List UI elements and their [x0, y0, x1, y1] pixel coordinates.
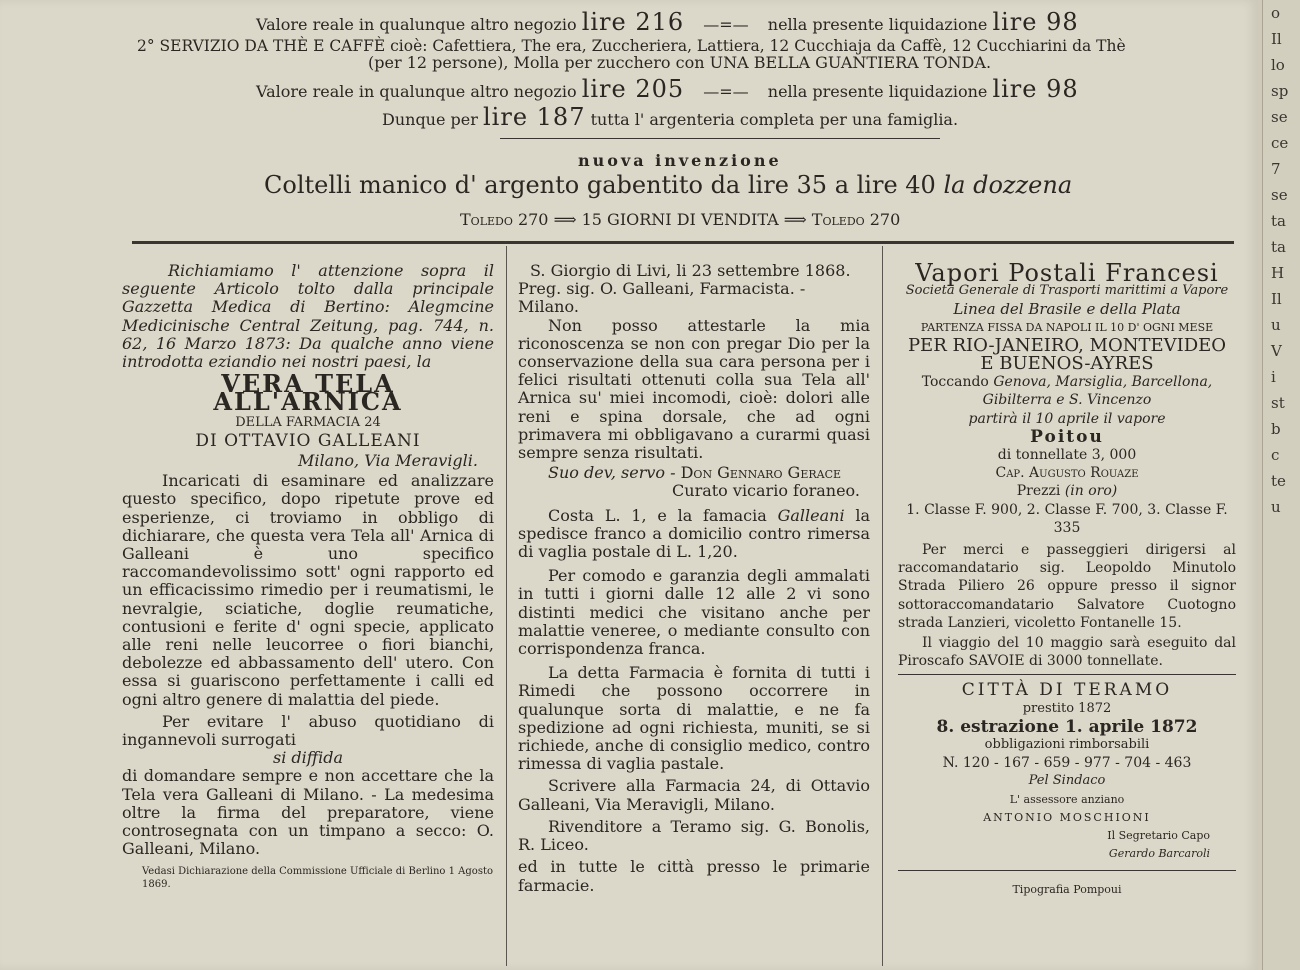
scrivere: Scrivere alla Farmacia 24, di Ottavio Galleani, Via Meravigli, Milano. [518, 776, 870, 814]
toccando [898, 373, 1236, 409]
tonnellate: di tonnellate 3, 000 [997, 447, 1137, 464]
top-line-2: 2° SERVIZIO DA THÈ E CAFFÈ cioè: Cafettiera, The era, Zuccheriera, Lattiera, 12 Cucchiaja da Caffè, 12 Cucchiarini da Thè [137, 37, 1126, 55]
price: lire 98 [992, 8, 1079, 36]
text: Valore reale in qualunque altro negozio [256, 82, 577, 101]
domandare: di domandare sempre e non accettare che la Tela vera Galleani di Milano. - La medesima oltre la firma del preparatore, viene controsegnata con un timpano a secco: O. Galleani, Milano. [122, 766, 494, 859]
costa [518, 507, 870, 562]
per: PER RIO-JANEIRO, MONTEVIDEO [907, 334, 1227, 356]
edge-fragment: sp [1271, 82, 1289, 100]
edge-fragment: H [1271, 264, 1285, 282]
edge-fragment: st [1271, 394, 1285, 412]
rivenditore: Rivenditore a Teramo sig. G. Bonolis, R. Liceo. [518, 816, 870, 855]
tipografia: Tipografia Pompoui [1012, 882, 1122, 896]
column-arnica [122, 262, 494, 891]
top-line-4 [256, 75, 1079, 103]
text: Don Gennaro Gerace [680, 463, 842, 483]
text: Suo dev, servo - [548, 463, 676, 483]
text: tutta l' argenteria completa per una famiglia. [590, 110, 959, 129]
classe: 1. Classe F. 900, 2. Classe F. 700, 3. Classe F. 335 [906, 501, 1228, 536]
societa: Società Generale di Trasporti marittimi a Vapore [905, 283, 1229, 299]
ottavio: DI OTTAVIO GALLEANI [195, 430, 421, 451]
text: (in oro) [1064, 483, 1118, 500]
edge-fragment: o [1271, 4, 1281, 22]
footnote: Vedasi Dichiarazione della Commissione Ufficiale di Berlino 1 Agosto 1869. [142, 865, 493, 890]
ed: ed in tutte le città presso le primarie farmacie. [518, 857, 870, 895]
text: Dunque per [382, 110, 478, 129]
estrazione: 8. estrazione 1. aprile 1872 [936, 716, 1198, 737]
body: Incaricati di esaminare ed analizzare questo specifico, dopo ripetute prove ed esperienze, ci troviamo in obbligo di dichiarare, che questa vera Tela all' Arnica di Galleani è uno specifico raccomandevolissimo sott' ogni rapporto ed un efficacissimo rimedio per i reumatismi, le nevralgie, sciatiche, doglie reumatiche, contusioni e ferite d' ogni specie, applicato alle reni nelle leucorree o fiori bianchi, debolezze ed abbassamento dell' utero. Con essa si guariscono perfettamente i calli ed ogni altro genere di malattia del piede. [122, 471, 494, 709]
divider [898, 674, 1236, 675]
top-line-1 [256, 8, 1079, 36]
edge-fragment: u [1271, 316, 1281, 334]
curato: Curato vicario foraneo. [672, 481, 860, 501]
cap: Cap. Augusto Rouaze [995, 465, 1139, 482]
edge-fragment: i [1271, 368, 1276, 386]
price: lire 216 [581, 8, 685, 36]
edge-fragment: se [1271, 108, 1288, 126]
top-line-5 [382, 103, 958, 131]
main-rule [132, 241, 1234, 244]
text: Valore reale in qualunque altro negozio [256, 15, 577, 34]
divider [500, 138, 940, 139]
viaggio: Il viaggio del 10 maggio sarà eseguito dal Piroscafo SAVOIE di 3000 tonnellate. [898, 635, 1236, 670]
merci: Per merci e passeggieri dirigersi al raccomandatario sig. Leopoldo Minutolo Strada Piliero 26 oppure presso il signor sottoraccomandatario Salvatore Cuotogno strada Lanzieri, vicoletto Fontanelle 15. [898, 542, 1236, 631]
farmacia: DELLA FARMACIA 24 [235, 414, 381, 430]
buenos: E BUENOS-AYRES [980, 353, 1154, 375]
price: lire 187 [483, 103, 586, 131]
barcaroli: Gerardo Barcaroli [1108, 847, 1210, 861]
numbers: N. 120 - 167 - 659 - 977 - 704 - 463 [942, 755, 1192, 772]
edge-fragment: ce [1271, 134, 1289, 152]
toledo-line: Toledo 270 ⟹ 15 GIORNI DI VENDITA ⟹ Toledo 270 [460, 210, 901, 229]
text: Costa L. 1, e la famacia [548, 505, 767, 525]
text: Galleani [777, 505, 845, 525]
segretario: Il Segretario Capo [1107, 829, 1210, 843]
text: nella presente liquidazione [767, 82, 988, 101]
column-rule-1 [506, 246, 507, 966]
abuso: Per evitare l' abuso quotidiano di ingannevoli surrogati [122, 711, 494, 750]
adjacent-page-edge [1262, 0, 1300, 970]
edge-fragment: Il [1271, 290, 1282, 308]
citta: CITTÀ DI TERAMO [961, 680, 1173, 701]
edge-fragment: 7 [1271, 160, 1281, 178]
preg: Preg. sig. O. Galleani, Farmacista. - Milano. [518, 279, 806, 317]
edge-fragment: lo [1271, 56, 1285, 74]
assessore: L' assessore anziano [1009, 792, 1125, 806]
headline: VERA TELA ALL'ARNICA [213, 369, 403, 417]
column-rule-2 [882, 246, 883, 966]
edge-fragment: ta [1271, 212, 1286, 230]
comodo: Per comodo e garanzia degli ammalati in tutti i giorni dalle 12 alle 2 vi sono distinti medici che visitano anche per malattie veneree, o mediante consulto con corrispondenza franca. [518, 566, 870, 659]
text: la spedisce franco a domicilio contro rimersa di vaglia postale di L. 1,20. [518, 505, 871, 562]
dash: —=— [703, 15, 749, 34]
nuova-invenzione: nuova invenzione [578, 151, 782, 170]
column-vapori [898, 259, 1236, 899]
moschioni: ANTONIO MOSCHIONI [983, 810, 1151, 824]
edge-fragment: b [1271, 420, 1281, 438]
edge-fragment: u [1271, 498, 1281, 516]
date: S. Giorgio di Livi, li 23 settembre 1868. [530, 261, 851, 280]
text: Toccando [921, 374, 989, 391]
edge-fragment: Il [1271, 30, 1282, 48]
signature [518, 464, 870, 482]
detta: La detta Farmacia è fornita di tutti i Rimedi che possono occorrere in qualunque sorta di malattie, e ne fa spedizione ad ogni richiesta, muniti, se si richiede, anche di consiglio medico, contro rimessa di vaglia pastale. [518, 663, 870, 774]
edge-fragment: te [1271, 472, 1286, 490]
prezzi [898, 482, 1236, 500]
edge-fragment: se [1271, 186, 1288, 204]
ship: Poitou [1030, 426, 1104, 447]
column-letter [518, 262, 870, 895]
coltelli-headline [264, 171, 1072, 199]
milano: Milano, Via Meravigli. [297, 451, 478, 471]
text: la dozzena [943, 171, 1073, 199]
text: Prezzi [1016, 483, 1061, 500]
text: Genova, Marsiglia, Barcellona, Gibilterra e S. Vincenzo [982, 374, 1213, 409]
edge-fragment: c [1271, 446, 1280, 464]
text: nella presente liquidazione [767, 15, 988, 34]
intro: Richiamiamo l' attenzione sopra il seguente Articolo tolto dalla principale Gazzetta Medica di Bertino: Alegmcine Medicinische Central Zeitung, pag. 744, n. 62, 16 Marzo 1873: Da qualche anno viene introdotta eziandio nei nostri paesi, la [122, 261, 494, 372]
price: lire 205 [581, 75, 685, 103]
divider [898, 870, 1236, 871]
linea: Linea del Brasile e della Plata [953, 300, 1181, 319]
edge-fragment: ta [1271, 238, 1286, 256]
price: lire 98 [992, 75, 1079, 103]
partenza: PARTENZA FISSA DA NAPOLI IL 10 D' OGNI MESE [920, 320, 1214, 334]
letter-body: Non posso attestarle la mia riconoscenza se non con pregar Dio per la conservazione della sua cara persona per i felici risultati ottenuti colla sua Tela all' Arnica su' miei incomodi, cioè: dolori alle reni e spina dorsale, che ad ogni primavera mi obbligavano a curarmi quasi sempre senza risultati. [518, 315, 870, 463]
text: Coltelli manico d' argento gabentito da lire 35 a lire 40 [264, 171, 936, 199]
sindaco: Pel Sindaco [1028, 773, 1106, 789]
partira: partirà il 10 aprile il vapore [968, 410, 1166, 427]
edge-fragment: V [1271, 342, 1282, 360]
top-line-3: (per 12 persone), Molla per zucchero con UNA BELLA GUANTIERA TONDA. [368, 53, 992, 72]
prestito: prestito 1872 [1022, 700, 1112, 716]
diffida: si diffida [272, 748, 343, 768]
dash: —=— [703, 82, 749, 101]
obbligazioni: obbligazioni rimborsabili [984, 737, 1150, 753]
vapori-title: Vapori Postali Francesi [915, 259, 1219, 287]
